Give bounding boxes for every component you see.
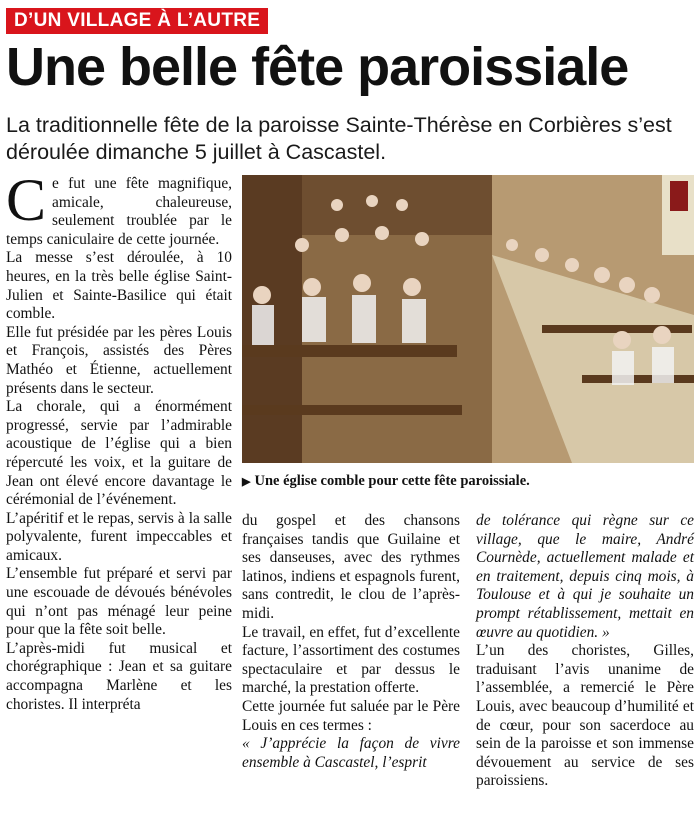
- paragraph: L’après-midi fut musical et chorégraphique : Jean et sa guitare accompagna Marlène et les choristes. Il interpréta: [6, 639, 232, 713]
- paragraph: L’un des choristes, Gilles, traduisant l’avis unanime de l’assemblée, a remercié le Père Louis, avec beaucoup d’humilité et de cœur, pour son sacerdoce au sein de la paroisse et son immense dévouement au service de ses paroissiens.: [476, 642, 694, 790]
- article-column-2: [242, 512, 460, 772]
- paragraph: L’apéritif et le repas, servis à la salle polyvalente, furent impeccables et amicaux.: [6, 509, 232, 564]
- quote-paragraph: « J’apprécie la façon de vivre ensemble à Cascastel, l’esprit: [242, 735, 460, 771]
- section-kicker: D’UN VILLAGE À L’AUTRE: [6, 8, 268, 34]
- paragraph: Le travail, en effet, fut d’excellente facture, l’assortiment des costumes spectaculaire et par dessus le marché, la prestation offerte.: [242, 623, 460, 697]
- caption-arrow-icon: ▶: [242, 476, 251, 488]
- quote-paragraph: de tolérance qui règne sur ce village, que le maire, André Cournède, actuellement malade et en traitement, depuis cinq mois, à Toulouse et à qui je souhaite un prompt rétablissement, mettait en œuvre au quotidien. »: [476, 512, 694, 641]
- article-column-1: [6, 167, 232, 714]
- article-lede: La traditionnelle fête de la paroisse Sainte-Thérèse en Corbières s’est déroulée dimanche 5 juillet à Cascastel.: [6, 113, 672, 164]
- page-title: Une belle fête paroissiale: [6, 37, 629, 97]
- paragraph: du gospel et des chansons françaises tandis que Guilaine et ses danseuses, avec des rythmes latinos, indiens et espagnols furent, sans contredit, le clou de l’après-midi.: [242, 512, 460, 622]
- church-photo-illustration: [242, 175, 694, 463]
- paragraph: Elle fut présidée par les pères Louis et François, assistés des Pères Mathéo et Étienne, actuellement présents dans le secteur.: [6, 323, 232, 397]
- paragraph: Cette journée fut saluée par le Père Louis en ces termes :: [242, 697, 460, 734]
- photo-caption-text: Une église comble pour cette fête paroissiale.: [254, 473, 530, 489]
- paragraph: La chorale, qui a énormément progressé, servie par l’admirable acoustique de l’église qui a bien répercuté les voix, et la guitare de Jean ont élevé encore davantage le cérémonial de l’événement.: [6, 398, 232, 509]
- article-column-3: [476, 512, 694, 791]
- photo-caption: [242, 472, 694, 491]
- paragraph: La messe s’est déroulée, à 10 heures, en la très belle église Saint-Julien et Sainte-Basilice qui était comble.: [6, 249, 232, 323]
- church-photo: [242, 175, 694, 463]
- paragraph: [6, 167, 232, 249]
- drop-cap: C: [6, 167, 47, 233]
- paragraph: L’ensemble fut préparé et servi par une escouade de dévoués bénévoles qui n’ont pas ménagé leur peine pour que la fête soit belle.: [6, 565, 232, 639]
- paragraph-text: e fut une fête magnifique, amicale, chaleureuse, seulement troublée par le temps caniculaire de cette journée.: [6, 175, 232, 248]
